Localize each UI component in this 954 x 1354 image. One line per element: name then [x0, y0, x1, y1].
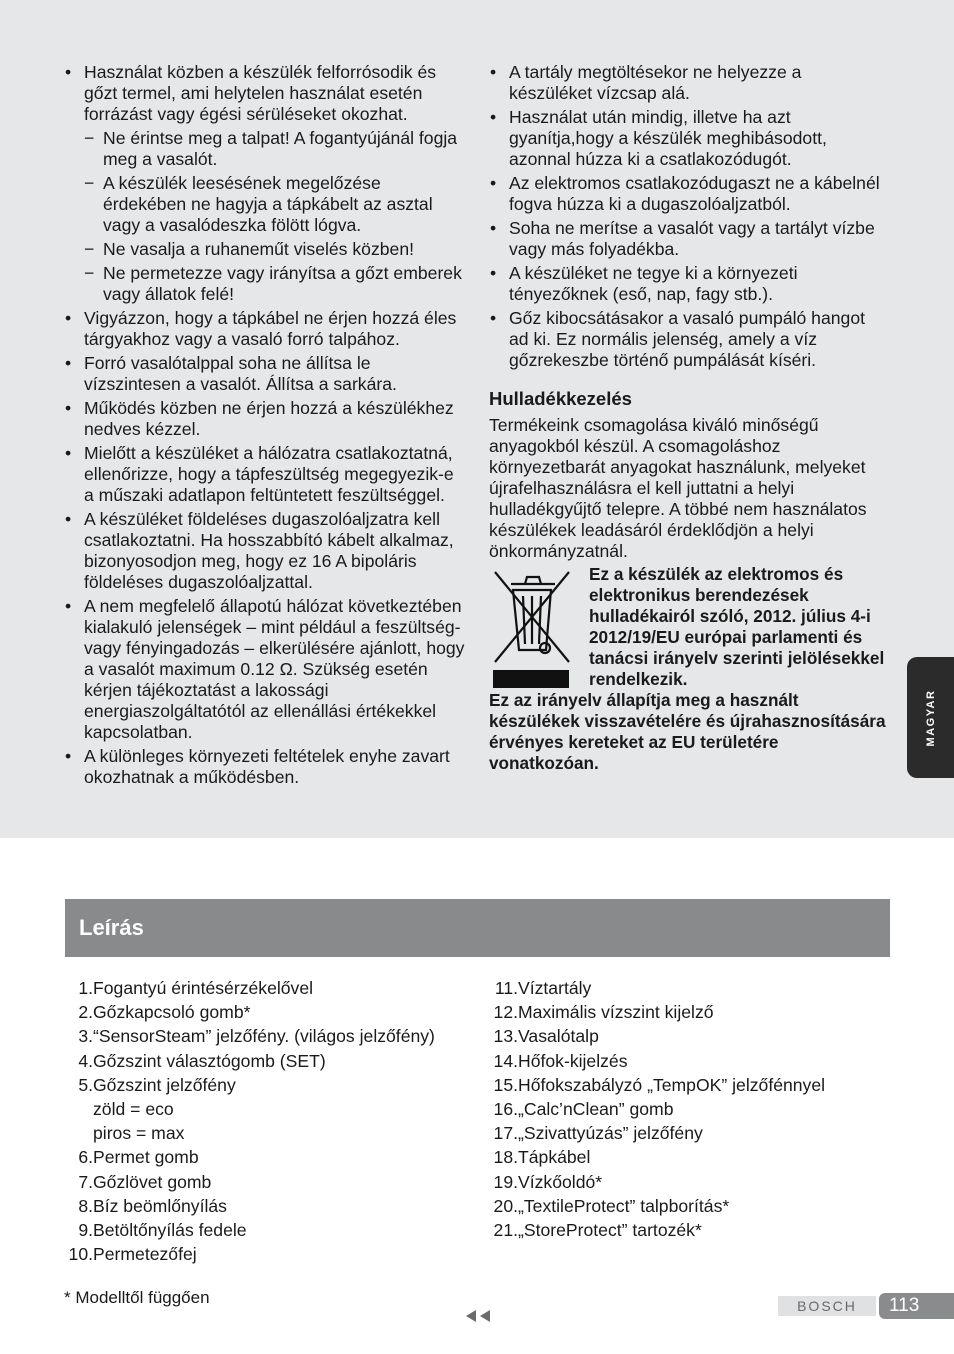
- part-label: Hőfokszabályzó „TempOK” jelzőfénnyel: [518, 1074, 826, 1095]
- part-item: [489, 1145, 889, 1169]
- brand-label: BOSCH: [778, 1296, 876, 1316]
- part-number: 4.: [78, 1050, 93, 1071]
- part-number: 19.: [493, 1171, 518, 1192]
- part-number: 15.: [493, 1074, 518, 1095]
- safety-item: [64, 62, 466, 305]
- part-item: [64, 1073, 464, 1146]
- part-item: [64, 1218, 464, 1242]
- disposal-heading: Hulladékkezelés: [489, 388, 632, 409]
- description-heading: Leírás: [79, 915, 144, 940]
- part-number: 1.: [78, 978, 93, 998]
- part-number: 12.: [493, 1002, 518, 1023]
- part-item: [489, 1049, 889, 1073]
- safety-item-text: Működés közben ne érjen hozzá a készülékhez nedves kézzel.: [84, 398, 454, 439]
- part-item: [489, 1073, 889, 1097]
- part-number: 11.: [494, 978, 518, 998]
- safety-item: • Használat után mindig, illetve ha azt gyanítja,hogy a készülék meghibásodott, azonnal húzza ki a csatlakozódugót.: [489, 107, 889, 170]
- part-item: [64, 1170, 464, 1194]
- safety-item-text: Mielőtt a készüléket a hálózatra csatlakoztatná, ellenőrizze, hogy a tápfeszültség megegyezik-e a műszaki adatlapon feltüntetett feszültséggel.: [84, 443, 454, 505]
- safety-item: [64, 308, 466, 350]
- weee-block: [489, 564, 889, 774]
- weee-statement: Ez a készülék az elektromos és elektronikus berendezések hulladékairól szóló, 2012. július 4-i 2012/19/EU európai parlamenti és tanácsi irányelv szerinti jelölésekkel rendelkezik.: [589, 564, 885, 689]
- safety-subitem: − Ne érintse meg a talpat! A fogantyújánál fogja meg a vasalót.: [84, 128, 466, 170]
- safety-item: [64, 353, 466, 395]
- safety-item: • A készüléket ne tegye ki a környezeti tényezőknek (eső, nap, fagy stb.).: [489, 263, 889, 305]
- safety-item-text: A különleges környezeti feltételek enyhe zavart okozhatnak a működésben.: [84, 746, 450, 787]
- safety-column-left: [64, 62, 466, 791]
- safety-item: [64, 509, 466, 593]
- safety-subitem: − Ne permetezze vagy irányítsa a gőzt emberek vagy állatok felé!: [84, 263, 466, 305]
- part-label: Betöltőnyílás fedele: [93, 1220, 247, 1241]
- safety-item-text: A nem megfelelő állapotú hálózat következtében kialakuló jelenségek – mint például a feszültség- vagy fényingadozás – elkerülésére ajánlott, hogy a vasalót maximum 0.12 Ω. Szükség esetén kérjen tájékoztatást a lakossági energiaszolgáltatótól az ellenállási értékekkel kapcsolatban.: [84, 596, 465, 742]
- part-number: 14.: [493, 1050, 518, 1071]
- safety-subitem: − Ne vasalja a ruhaneműt viselés közben!: [84, 239, 466, 260]
- part-item: [64, 1194, 464, 1218]
- part-label: Vízkőoldó*: [518, 1171, 603, 1192]
- part-item: [489, 1097, 889, 1121]
- safety-column-right: [489, 62, 889, 774]
- part-number: 5.: [78, 1074, 93, 1095]
- part-item: [489, 1000, 889, 1024]
- safety-subitem: − A készülék leesésének megelőzése érdekében ne hagyja a tápkábelt az asztal vagy a vasalódeszka fölött lógva.: [84, 173, 466, 236]
- weee-directive-scope: Ez az irányelv állapítja meg a használt készülékek visszavételére és újrahasznosítására érvényes kereteket az EU területére vonatkozóan.: [489, 690, 886, 773]
- part-item: [64, 1242, 464, 1266]
- safety-item: • Gőz kibocsátásakor a vasaló pumpáló hangot ad ki. Ez normális jelenség, amely a víz gőzrekeszbe történő pumpálását kíséri.: [489, 308, 889, 371]
- part-number: 3.: [78, 1026, 93, 1047]
- part-item: [489, 1194, 889, 1218]
- part-item: [64, 1049, 464, 1073]
- safety-item-text: Vigyázzon, hogy a tápkábel ne érjen hozzá éles tárgyakhoz vagy a vasaló forró talpához.: [84, 308, 457, 349]
- crossed-out-wheelie-bin-icon: [489, 564, 575, 686]
- part-label: Gőzszint választógomb (SET): [93, 1050, 326, 1071]
- page-number: 113: [879, 1293, 954, 1319]
- safety-list-left: [64, 62, 466, 788]
- part-number: 20.: [493, 1195, 518, 1216]
- safety-item: • A tartály megtöltésekor ne helyezze a készüléket vízcsap alá.: [489, 62, 889, 104]
- part-label: Maximális vízszint kijelző: [518, 1002, 714, 1023]
- part-label: Permetezőfej: [93, 1244, 197, 1265]
- part-item: [64, 1145, 464, 1169]
- part-label: „Calc’nClean” gomb: [518, 1099, 674, 1120]
- safety-item: [64, 398, 466, 440]
- parts-list-right: [489, 976, 889, 1242]
- safety-item: • Az elektromos csatlakozódugaszt ne a kábelnél fogva húzza ki a dugaszolóaljzatból.: [489, 173, 889, 215]
- part-label: Permet gomb: [93, 1147, 199, 1168]
- part-number: 13.: [493, 1026, 518, 1047]
- part-number: 17.: [493, 1123, 518, 1144]
- part-label: „StoreProtect” tartozék*: [518, 1220, 702, 1241]
- part-number: 8.: [78, 1195, 93, 1216]
- double-left-arrow-icon[interactable]: [464, 1308, 492, 1324]
- part-label: Hőfok-kijelzés: [518, 1050, 628, 1071]
- part-number: 10.: [68, 1244, 93, 1265]
- part-item: [64, 976, 464, 1000]
- weee-black-bar: [493, 670, 569, 688]
- part-label: Gőzkapcsoló gomb*: [93, 1002, 251, 1023]
- disposal-paragraph: Termékeink csomagolása kiváló minőségű anyagokból készül. A csomagoláshoz környezetbarát anyagokat használunk, melyeket újrafelhasználásra el kell juttatni a helyi hulladékgyűjtő telepre. A többé nem használatos készülékek leadásáról érdeklődjön a helyi önkormányzatnál.: [489, 415, 867, 561]
- safety-item: [64, 746, 466, 788]
- part-item: [489, 1170, 889, 1194]
- footnote: * Modelltől függően: [64, 1288, 210, 1307]
- part-item: [64, 1000, 464, 1024]
- part-label: Vasalótalp: [518, 1026, 599, 1047]
- part-label: „Szivattyúzás” jelzőfény: [518, 1123, 703, 1144]
- part-label: Bíz beömlőnyílás: [93, 1195, 227, 1216]
- part-item: [489, 976, 889, 1000]
- part-item: [489, 1218, 889, 1242]
- parts-list-left: [64, 976, 464, 1266]
- part-label: „TextileProtect” talpborítás*: [518, 1195, 730, 1216]
- part-label: Fogantyú érintésérzékelővel: [93, 978, 314, 998]
- safety-list-right: [489, 62, 889, 371]
- part-number: 6.: [78, 1147, 93, 1168]
- safety-item-text: Forró vasalótalppal soha ne állítsa le vízszintesen a vasalót. Állítsa a sarkára.: [84, 353, 397, 394]
- safety-item: [64, 596, 466, 743]
- part-label: “SensorSteam” jelzőfény. (világos jelzőfény): [93, 1026, 435, 1047]
- part-item: [64, 1024, 464, 1048]
- safety-item: [64, 443, 466, 506]
- safety-sublist: [84, 128, 466, 305]
- part-label: Gőzszint jelzőfény zöld = eco piros = max: [93, 1074, 236, 1144]
- part-label: Víztartály: [518, 978, 592, 998]
- language-tab-label: MAGYAR: [924, 689, 937, 746]
- part-item: [489, 1024, 889, 1048]
- safety-item-text: Használat közben a készülék felforrósodik és gőzt termel, ami helytelen használat esetén forrázást vagy égési sérüléseket okozhat.: [84, 62, 437, 124]
- part-number: 16.: [493, 1099, 518, 1120]
- safety-item: • Soha ne merítse a vasalót vagy a tartályt vízbe vagy más folyadékba.: [489, 218, 889, 260]
- part-number: 9.: [78, 1220, 93, 1241]
- part-label: Tápkábel: [518, 1147, 591, 1168]
- part-label: Gőzlövet gomb: [93, 1171, 212, 1192]
- part-number: 7.: [78, 1171, 93, 1192]
- part-number: 21.: [493, 1220, 518, 1241]
- description-header-bar: [65, 899, 890, 957]
- part-item: [489, 1121, 889, 1145]
- safety-item-text: A készüléket földeléses dugaszolóaljzatra kell csatlakoztatni. Ha hosszabbító kábelt alkalmaz, bizonyosodjon meg, hogy ez 16 A bipoláris földeléses dugaszolóaljzattal.: [84, 509, 454, 592]
- part-number: 2.: [78, 1002, 93, 1023]
- language-tab: [907, 657, 954, 778]
- part-number: 18.: [493, 1147, 518, 1168]
